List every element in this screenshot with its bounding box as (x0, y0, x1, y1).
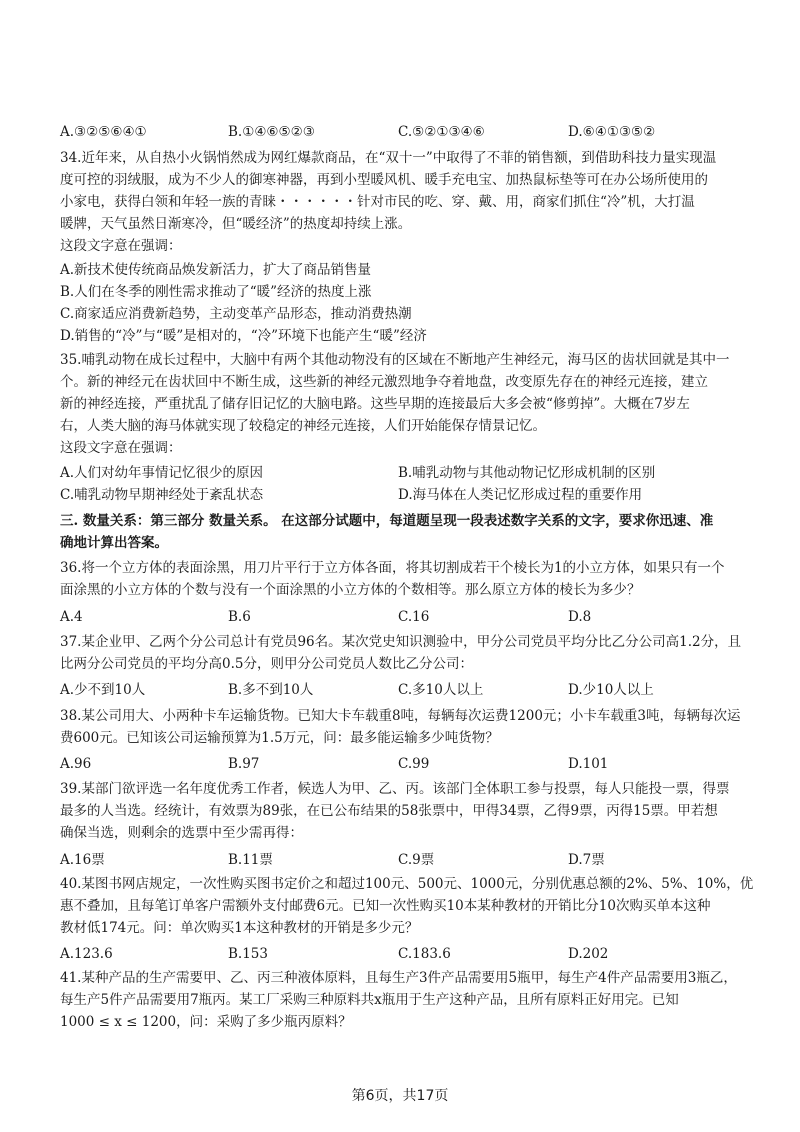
q35-stem-line: 个。新的神经元在齿状回中不断生成，这些新的神经元激烈地争夺着地盘，改变原先存在的神经元连接，建立 (60, 374, 708, 390)
q39-option-a: A.16票 (60, 852, 105, 868)
q34-stem-line: 小家电，获得白领和年轻一族的青睐・・・・・・针对市民的吃、穿、戴、用，商家们抓住“冷”机，大打温 (60, 194, 695, 210)
q34-option-a: A.新技术使传统商品焕发新活力，扩大了商品销售量 (60, 262, 372, 278)
q34-option-d: D.销售的“冷”与“暖”是相对的，“冷”环境下也能产生“暖”经济 (60, 328, 427, 344)
q40-stem-line: 40.某图书网店规定，一次性购买图书定价之和超过100元、500元、1000元，分别优惠总额的2%、5%、10%，优 (60, 876, 754, 892)
page-number: 第6页，共17页 (351, 1088, 449, 1104)
q35-stem-line: 右，人类大脑的海马体就实现了较稳定的神经元连接，人们开始能保存情景记忆。 (60, 418, 546, 434)
q37-option-b: B.多不到10人 (228, 682, 314, 698)
q35-stem-line: 新的神经连接，严重扰乱了储存旧记忆的大脑电路。这些早期的连接最后大多会被“修剪掉”。大概在7岁左 (60, 396, 690, 412)
q35-option-a: A.人们对幼年事情记忆很少的原因 (60, 465, 264, 481)
q39-option-b: B.11票 (228, 852, 273, 868)
q35-option-d: D.海马体在人类记忆形成过程的重要作用 (398, 487, 643, 503)
section-heading: 三. 数量关系：第三部分 数量关系。 在这部分试题中，每道题呈现一段表述数字关系的文字，要求你迅速、准 (60, 513, 714, 529)
q40-stem-line: 惠不叠加，且每笔订单客户需额外支付邮费6元。已知一次性购买10本某种教材的开销比分10次购买单本这种 (60, 898, 711, 914)
q36-option-c: C.16 (398, 609, 430, 625)
q37-option-c: C.多10人以上 (398, 682, 484, 698)
q39-stem-line: 39.某部门欲评选一名年度优秀工作者，候选人为甲、乙、丙。该部门全体职工参与投票，每人只能投一票，得票 (60, 781, 730, 797)
q40-stem-line: 教材低174元。问：单次购买1本这种教材的开销是多少元？ (60, 920, 419, 936)
q37-option-d: D.少10人以上 (568, 682, 654, 698)
q34-stem-line: 暖牌，天气虽然日渐寒冷，但“暖经济”的热度却持续上涨。 (60, 216, 412, 232)
q36-stem-line: 面涂黑的小立方体的个数与没有一个面涂黑的小立方体的个数相等。那么原立方体的棱长为多少？ (60, 582, 641, 598)
q37-stem-line: 比两分公司党员的平均分高0.5分，则甲分公司党员人数比乙分公司： (60, 656, 473, 672)
q36-option-a: A.4 (60, 609, 83, 625)
q35-stem-line: 35.哺乳动物在成长过程中，大脑中有两个其他动物没有的区域在不断地产生神经元，海马区的齿状回就是其中一 (60, 352, 730, 368)
q36-option-b: B.6 (228, 609, 251, 625)
q33-option-b: B.①④⑥⑤②③ (228, 124, 315, 140)
q35-option-c: C.哺乳动物早期神经处于紊乱状态 (60, 487, 264, 503)
q35-prompt: 这段文字意在强调： (60, 440, 182, 456)
q39-stem-line: 确保当选，则剩余的选票中至少需再得： (60, 825, 303, 841)
q40-option-d: D.202 (568, 946, 609, 962)
q38-stem-line: 费600元。已知该公司运输预算为1.5万元，问：最多能运输多少吨货物？ (60, 730, 499, 746)
q38-option-b: B.97 (228, 756, 260, 772)
q34-stem-line: 34.近年来，从自热小火锅悄然成为网红爆款商品，在“双十一”中取得了不菲的销售额，到借助科技力量实现温 (60, 150, 717, 166)
q38-option-d: D.101 (568, 756, 609, 772)
q34-prompt: 这段文字意在强调： (60, 238, 182, 254)
q36-stem-line: 36.将一个立方体的表面涂黑，用刀片平行于立方体各面，将其切割成若干个棱长为1的小立方体，如果只有一个 (60, 560, 725, 576)
q35-option-b: B.哺乳动物与其他动物记忆形成机制的区别 (398, 465, 656, 481)
q34-stem-line: 度可控的羽绒服，成为不少人的御寒神器，再到小型暖风机、暖手充电宝、加热鼠标垫等可在办公场所使用的 (60, 172, 708, 188)
q39-stem-line: 最多的人当选。经统计，有效票为89张，在已公布结果的58张票中，甲得34票，乙得9票，丙得15票。甲若想 (60, 803, 718, 819)
q33-option-a: A.③②⑤⑥④① (60, 124, 147, 140)
q40-option-c: C.183.6 (398, 946, 451, 962)
q38-stem-line: 38.某公司用大、小两种卡车运输货物。已知大卡车载重8吨，每辆每次运费1200元；小卡车载重3吨，每辆每次运 (60, 708, 741, 724)
q39-option-d: D.7票 (568, 852, 605, 868)
q33-option-c: C.⑤②①③④⑥ (398, 124, 485, 140)
q38-option-c: C.99 (398, 756, 430, 772)
q41-stem-line: 41.某种产品的生产需要甲、乙、丙三种液体原料，且每生产3件产品需要用5瓶甲，每生产4件产品需要用3瓶乙， (60, 970, 737, 986)
q41-stem-line: 每生产5件产品需要用7瓶丙。某工厂采购三种原料共x瓶用于生产这种产品，且所有原料正好用完。已知 (60, 992, 679, 1008)
q34-option-c: C.商家适应消费新趋势，主动变革产品形态，推动消费热潮 (60, 306, 412, 322)
q36-option-d: D.8 (568, 609, 592, 625)
q37-stem-line: 37.某企业甲、乙两个分公司总计有党员96名。某次党史知识测验中，甲分公司党员平均分比乙分公司高1.2分，且 (60, 634, 742, 650)
q33-option-d: D.⑥④①③⑤② (568, 124, 656, 140)
q38-option-a: A.96 (60, 756, 92, 772)
q39-option-c: C.9票 (398, 852, 435, 868)
q40-option-b: B.153 (228, 946, 268, 962)
q37-option-a: A.少不到10人 (60, 682, 146, 698)
section-heading: 确地计算出答案。 (60, 535, 168, 551)
q41-stem-line: 1000 ≤ x ≤ 1200，问：采购了多少瓶丙原料？ (60, 1014, 352, 1030)
q34-option-b: B.人们在冬季的刚性需求推动了“暖”经济的热度上涨 (60, 284, 372, 300)
q40-option-a: A.123.6 (60, 946, 113, 962)
